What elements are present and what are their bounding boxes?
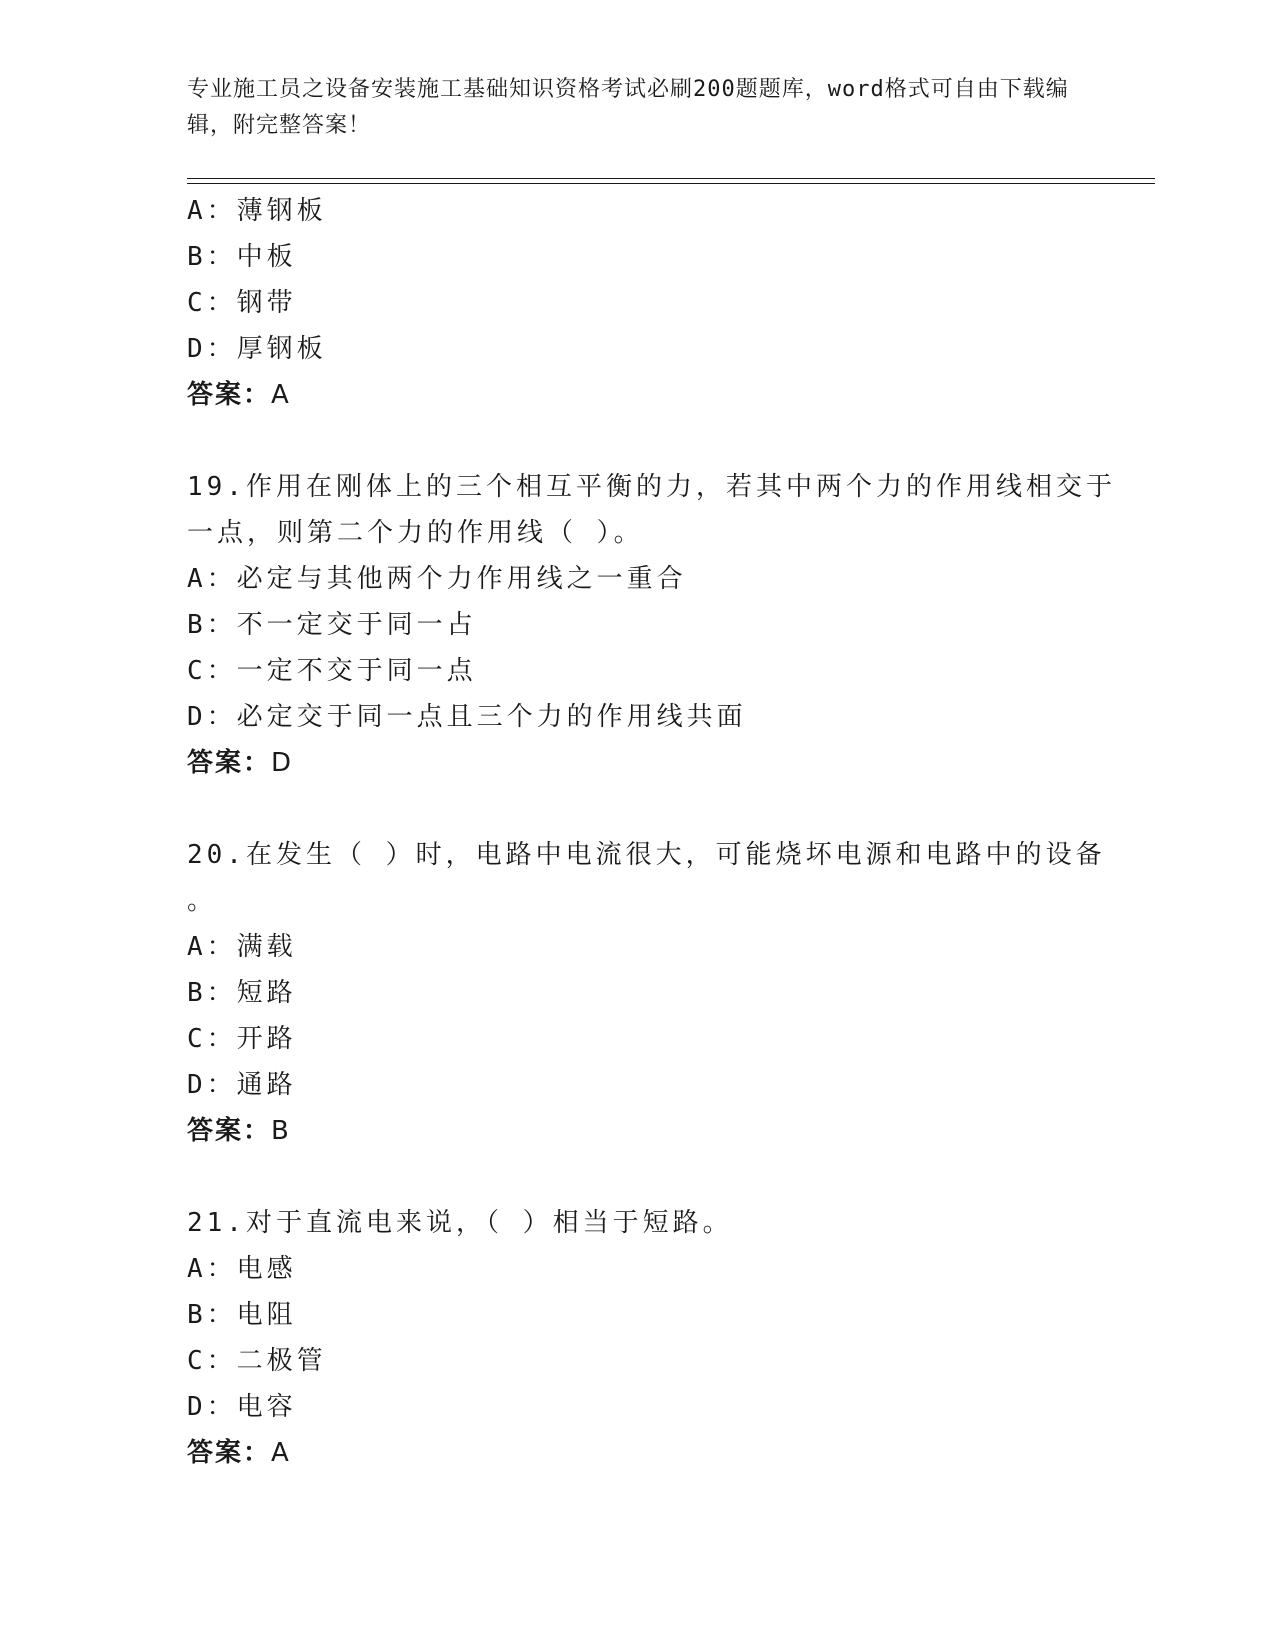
header-divider-top bbox=[187, 178, 1155, 179]
answer-label: 答案： bbox=[187, 1116, 272, 1146]
question-20 bbox=[187, 832, 1106, 1154]
option-b: B：中板 bbox=[187, 242, 297, 272]
question-stem: 19.作用在刚体上的三个相互平衡的力，若其中两个力的作用线相交于 bbox=[187, 472, 1116, 502]
option-c: C：二极管 bbox=[187, 1346, 327, 1376]
answer-label: 答案： bbox=[187, 380, 272, 410]
option-a: A：电感 bbox=[187, 1254, 297, 1284]
option-d: D：通路 bbox=[187, 1070, 297, 1100]
answer-value: D bbox=[271, 748, 292, 778]
option-a: A：薄钢板 bbox=[187, 196, 327, 226]
option-b: B：短路 bbox=[187, 978, 297, 1008]
option-a: A：必定与其他两个力作用线之一重合 bbox=[187, 564, 687, 594]
answer-label: 答案： bbox=[187, 1438, 272, 1468]
question-19 bbox=[187, 464, 1116, 786]
option-c: C：钢带 bbox=[187, 288, 297, 318]
answer-line bbox=[187, 372, 1087, 418]
answer-line bbox=[187, 1430, 1087, 1476]
question-stem: 21.对于直流电来说，（ ）相当于短路。 bbox=[187, 1208, 733, 1238]
spacer bbox=[187, 1154, 1087, 1200]
question-stem-continued: 。 bbox=[187, 886, 218, 916]
option-b: B：不一定交于同一占 bbox=[187, 610, 477, 640]
question-18-fragment bbox=[187, 188, 1087, 418]
option-d: D：必定交于同一点且三个力的作用线共面 bbox=[187, 702, 747, 732]
question-list bbox=[187, 188, 1116, 1476]
answer-label: 答案： bbox=[187, 748, 272, 778]
answer-line bbox=[187, 1108, 1087, 1154]
spacer bbox=[187, 786, 1087, 832]
answer-line bbox=[187, 740, 1087, 786]
answer-value: B bbox=[271, 1116, 289, 1146]
answer-value: A bbox=[271, 1438, 289, 1468]
spacer bbox=[187, 418, 1087, 464]
header-title: 专业施工员之设备安装施工基础知识资格考试必刷200题题库，word格式可自由下载编辑，附完整答案！ bbox=[187, 77, 1069, 138]
option-d: D：电容 bbox=[187, 1392, 297, 1422]
option-a: A：满载 bbox=[187, 932, 297, 962]
answer-value: A bbox=[271, 380, 289, 410]
question-stem-continued: 一点，则第二个力的作用线（ ）。 bbox=[187, 518, 644, 548]
question-stem: 20.在发生（ ）时，电路中电流很大，可能烧坏电源和电路中的设备 bbox=[187, 840, 1106, 870]
document-header bbox=[187, 72, 1077, 144]
option-c: C：开路 bbox=[187, 1024, 297, 1054]
option-b: B：电阻 bbox=[187, 1300, 297, 1330]
option-c: C：一定不交于同一点 bbox=[187, 656, 477, 686]
option-d: D：厚钢板 bbox=[187, 334, 327, 364]
question-21 bbox=[187, 1200, 1087, 1476]
header-divider-bottom bbox=[187, 183, 1155, 184]
